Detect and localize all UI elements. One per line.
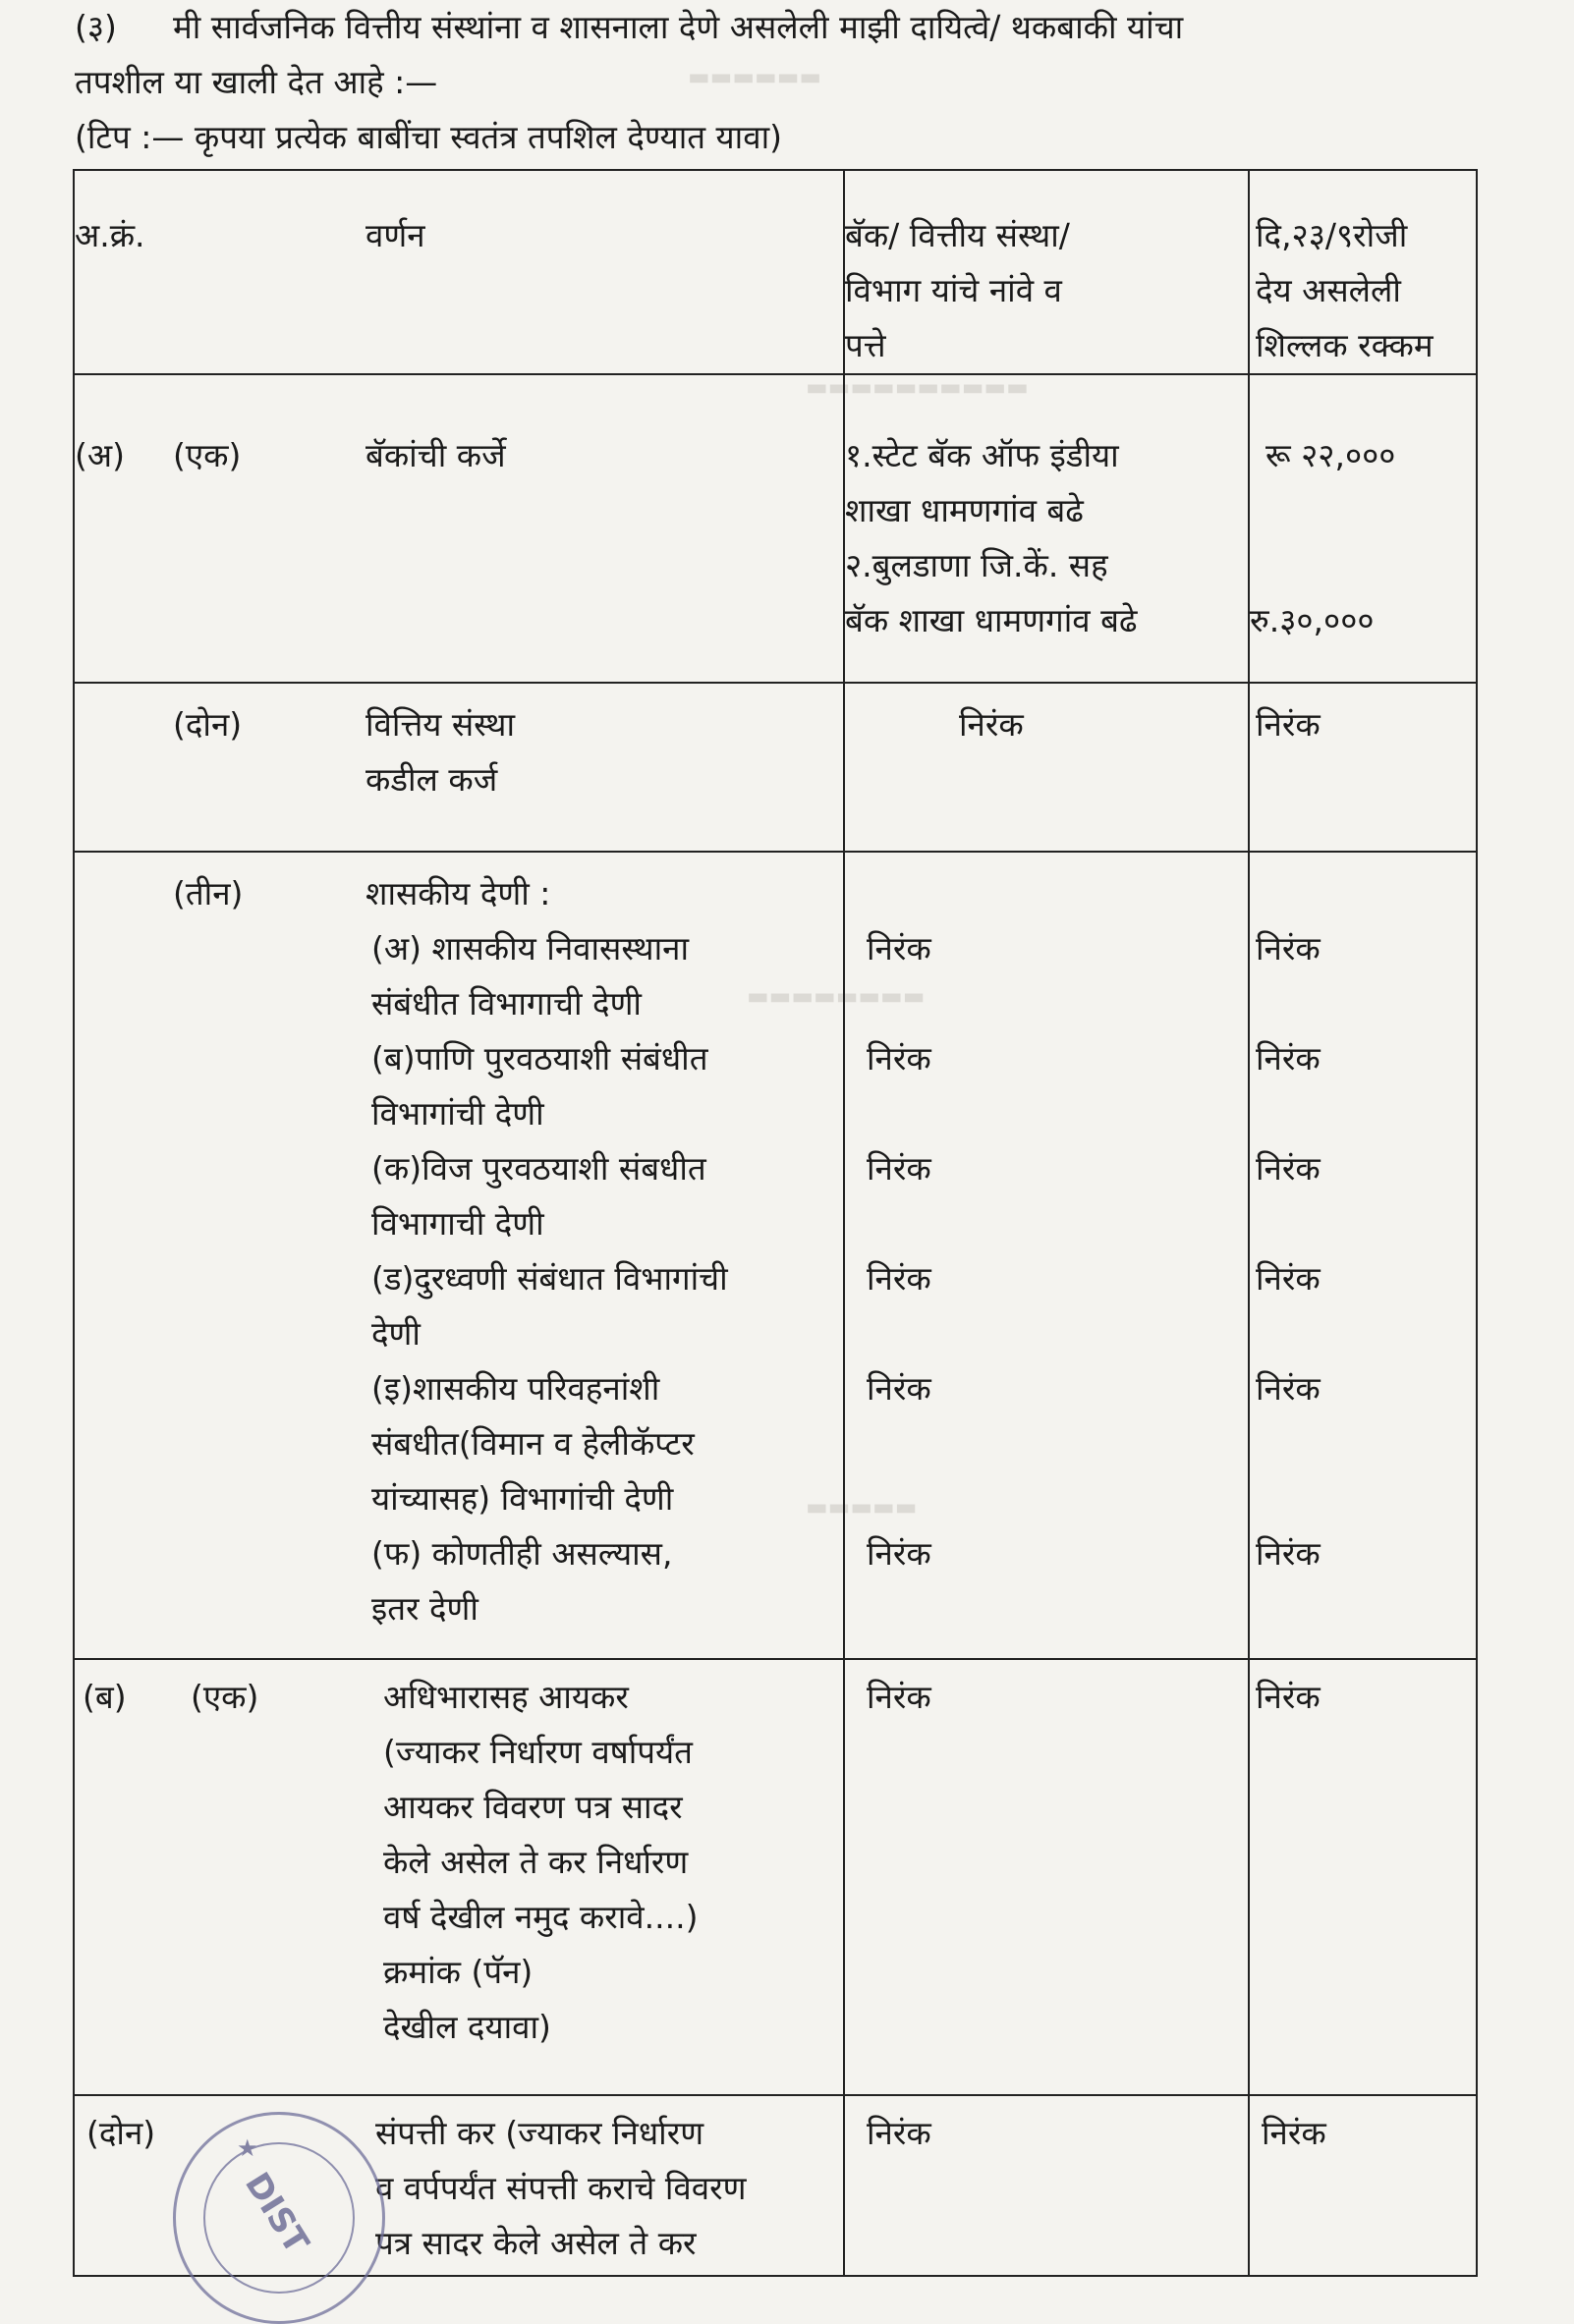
table-header-row xyxy=(74,170,1477,374)
description-line: संबधीत(विमान व हेलीकॅप्टर xyxy=(371,1424,695,1463)
description-line: कडील कर्ज xyxy=(365,760,498,799)
header-amount-line: शिल्लक रक्कम xyxy=(1256,326,1433,364)
description-heading: शासकीय देणी : xyxy=(365,874,551,913)
bank-line: २.बुलडाणा जि.कें. सह xyxy=(845,546,1108,584)
description-line: देणी xyxy=(371,1314,421,1353)
description-line: अधिभारासह आयकर xyxy=(383,1678,629,1716)
serial-b: (एक) xyxy=(173,436,242,474)
show-through-mark: ▬▬▬▬▬▬ xyxy=(688,63,822,90)
table-row xyxy=(74,852,1477,1659)
bank-line: शाखा धामणगांव बढे xyxy=(845,491,1084,529)
header-serial-desc-cell xyxy=(74,170,844,374)
amount-cell xyxy=(1249,852,1477,1659)
bank-line: १.स्टेट बॅक ऑफ इंडीया xyxy=(845,436,1119,474)
bank-cell xyxy=(844,374,1249,683)
office-seal-stamp xyxy=(173,2112,385,2324)
description-line: क्रमांक (पॅन) xyxy=(383,1953,534,1991)
intro-note: (टिप :— कृपया प्रत्येक बाबींचा स्वतंत्र तपशिल देण्यात यावा) xyxy=(75,118,782,156)
description-line: (ज्याकर निर्धारण वर्षापर्यंत xyxy=(383,1733,693,1771)
section-number: (३) xyxy=(75,8,117,46)
amount-cell xyxy=(1249,1659,1477,2095)
description-line: (ड)दुरध्वणी संबंधात विभागांची xyxy=(371,1259,728,1298)
amount-value: निरंक xyxy=(1256,1534,1321,1573)
star-icon: ★ xyxy=(237,2134,258,2162)
description: बॅकांची कर्जे xyxy=(365,436,506,474)
header-amount-line: दि,२३/९रोजी xyxy=(1256,216,1408,254)
amount-value: रू २२,००० xyxy=(1265,436,1396,474)
bank-value: निरंक xyxy=(867,1259,931,1298)
bank-value: निरंक xyxy=(867,1369,931,1408)
amount-value: निरंक xyxy=(1256,1039,1321,1078)
amount-value: रु.३०,००० xyxy=(1250,601,1375,639)
show-through-mark: ▬▬▬▬▬ xyxy=(806,1493,918,1521)
description-line: पत्र सादर केले असेल ते कर xyxy=(375,2224,697,2262)
bank-value: निरंक xyxy=(867,929,931,968)
table-row xyxy=(74,1659,1477,2095)
amount-value: निरंक xyxy=(1262,2114,1326,2152)
row-serial-desc-cell xyxy=(74,852,844,1659)
header-bank-line: विभाग यांचे नांवे व xyxy=(845,271,1062,309)
description-line: (अ) शासकीय निवासस्थाना xyxy=(371,929,690,968)
bank-cell xyxy=(844,2095,1249,2276)
header-serial: अ.क्रं. xyxy=(75,216,145,254)
header-bank-line: पत्ते xyxy=(845,326,886,364)
header-bank-cell xyxy=(844,170,1249,374)
bank-cell xyxy=(844,1659,1249,2095)
serial-b: (एक) xyxy=(191,1678,259,1716)
description-line: आयकर विवरण पत्र सादर xyxy=(383,1788,683,1826)
description-line: संबंधीत विभागाची देणी xyxy=(371,984,642,1023)
bank-line: बॅक शाखा धामणगांव बढे xyxy=(845,601,1138,639)
serial-a: (अ) xyxy=(75,436,125,474)
serial-a xyxy=(75,866,173,1636)
description-line: वर्ष देखील नमुद करावे....) xyxy=(383,1898,699,1936)
amount-value: निरंक xyxy=(1256,705,1321,744)
bank-value: निरंक xyxy=(867,1039,931,1078)
intro-line-1 xyxy=(75,0,1490,55)
intro-section xyxy=(75,0,1490,165)
liabilities-table xyxy=(73,169,1478,2277)
bank-value: निरंक xyxy=(867,1149,931,1188)
serial-b: (दोन) xyxy=(173,705,243,744)
intro-line-2: तपशील या खाली देत आहे :— xyxy=(75,63,438,101)
description-line: केले असेल ते कर निर्धारण xyxy=(383,1843,689,1881)
row-serial-desc-cell xyxy=(74,683,844,852)
show-through-mark: ▬▬▬▬▬▬▬▬ xyxy=(747,982,926,1010)
description-line: (फ) कोणतीही असल्यास, xyxy=(371,1534,673,1573)
amount-value: निरंक xyxy=(1256,1149,1321,1188)
serial-a: (दोन) xyxy=(86,2114,156,2152)
description-line: व वर्पपर्यंत संपत्ती कराचे विवरण xyxy=(375,2169,747,2207)
amount-value: निरंक xyxy=(1256,929,1321,968)
description-line: (इ)शासकीय परिवहनांशी xyxy=(371,1369,660,1408)
bank-value: निरंक xyxy=(867,1678,931,1716)
header-amount-line: देय असलेली xyxy=(1256,271,1401,309)
amount-cell xyxy=(1249,683,1477,852)
bank-value: निरंक xyxy=(959,705,1024,744)
description-line: विभागाची देणी xyxy=(371,1204,544,1243)
table-row xyxy=(74,683,1477,852)
description-line: संपत्ती कर (ज्याकर निर्धारण xyxy=(375,2114,704,2152)
amount-cell xyxy=(1249,2095,1477,2276)
bank-value: निरंक xyxy=(867,2114,931,2152)
description-line: (ब)पाणि पुरवठयाशी संबंधीत xyxy=(371,1039,708,1078)
description-line: यांच्यासह) विभागांची देणी xyxy=(371,1479,674,1518)
table-row xyxy=(74,374,1477,683)
serial-a: (ब) xyxy=(83,1678,127,1716)
amount-value: निरंक xyxy=(1256,1369,1321,1408)
serial-a xyxy=(75,697,173,807)
bank-value: निरंक xyxy=(867,1534,931,1573)
show-through-mark: ▬▬▬▬▬▬▬▬▬▬ xyxy=(806,373,1029,401)
amount-value: निरंक xyxy=(1256,1259,1321,1298)
header-bank-line: बॅक/ वित्तीय संस्था/ xyxy=(845,216,1070,254)
description-line: इतर देणी xyxy=(371,1589,478,1628)
intro-text: मी सार्वजनिक वित्तीय संस्थांना व शासनाला देणे असलेली माझी दायित्वे/ थकबाकी यांचा xyxy=(173,8,1184,46)
bank-cell xyxy=(844,852,1249,1659)
header-amount-cell xyxy=(1249,170,1477,374)
amount-value: निरंक xyxy=(1256,1678,1321,1716)
amount-cell xyxy=(1249,374,1477,683)
serial-b: (तीन) xyxy=(173,874,244,913)
description-line: विभागांची देणी xyxy=(371,1094,544,1133)
description-line: देखील दयावा) xyxy=(383,2008,551,2046)
seal-text: DIST xyxy=(237,2166,316,2261)
row-serial-desc-cell xyxy=(74,1659,844,2095)
header-description: वर्णन xyxy=(365,216,425,254)
description-line: (क)विज पुरवठयाशी संबधीत xyxy=(371,1149,706,1188)
bank-cell xyxy=(844,683,1249,852)
row-serial-desc-cell xyxy=(74,374,844,683)
description-line: वित्तिय संस्था xyxy=(365,705,515,744)
